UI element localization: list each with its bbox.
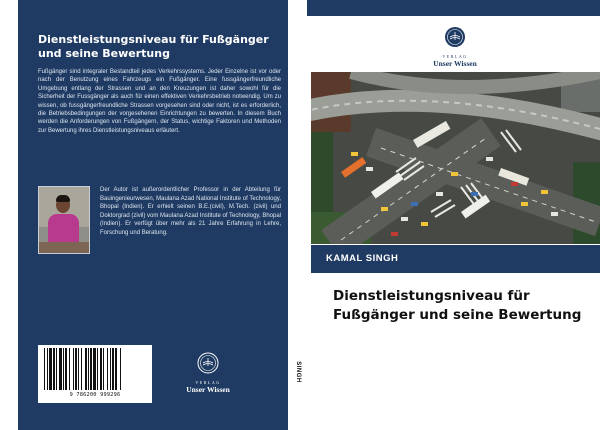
back-publisher-logo — [178, 352, 238, 402]
back-publisher-verlag: VERLAG — [195, 380, 221, 385]
author-band — [311, 245, 600, 273]
cover-photo-traffic-intersection — [311, 72, 600, 244]
isbn-barcode — [38, 345, 152, 403]
back-cover-title: Dienstleistungsniveau für Fußgänger und seine Bewertung — [38, 33, 269, 60]
front-title: Dienstleistungsniveau für Fußgänger und seine Bewertung — [333, 288, 582, 323]
spine-author: SINGH — [295, 361, 301, 383]
barcode-bars — [42, 348, 148, 391]
open-book-emblem-icon — [197, 352, 219, 374]
back-cover-blurb: Fußgänger sind integraler Bestandteil jedes Verkehrssystems. Jeder Einzelne ist vor oder nach der Benutzung eines Fahrzeugs ein Fußgänger. Eine fussgängerfreundliche Umgebung entlang der Strassen und an den Kreuzungen ist daher sowohl für die Sicherheit der Fussgänger als auch für einen effektiven Verkehrsbetrieb notwendig. Um zu wissen, ob fussgängerfreundliche Strassen vorgesehen sind oder nicht, ist es erforderlich, die Betriebsbedingungen der vorgesehenen Einrichtungen zu bewerten. In diesem Buch werden die Anforderungen von Fußgängern, der Status, wichtige Faktoren und Methoden zur Bewertung ihres Dienstleistungsniveaus erläutert. — [38, 69, 281, 134]
open-book-emblem-icon — [444, 26, 466, 48]
front-author-name: KAMAL SINGH — [326, 253, 399, 264]
front-publisher-logo — [425, 26, 485, 70]
front-top-bar — [307, 0, 600, 16]
back-cover — [18, 0, 288, 430]
front-publisher-name: Unser Wissen — [433, 59, 477, 68]
barcode-number: 9 786200 999296 — [69, 392, 121, 398]
author-bio: Der Autor ist außerordentlicher Professor in der Abteilung für Bauingenieurwesen, Maulana Azad National Institute of Technology, Bhopal (Indien). Er erhielt seinen B.E.(civil), M.Tech. (zivil) und Doktorgrad (zivil) vom Maulana Azad Institute of Technology, Bhopal (Indien). Er verfügt über mehr als 21 Jahre Erfahrung in Lehre, Forschung und Beratung. — [100, 187, 281, 236]
front-publisher-verlag: VERLAG — [442, 54, 468, 59]
front-cover — [307, 0, 600, 430]
author-photo — [38, 186, 90, 254]
back-publisher-name: Unser Wissen — [186, 385, 230, 394]
